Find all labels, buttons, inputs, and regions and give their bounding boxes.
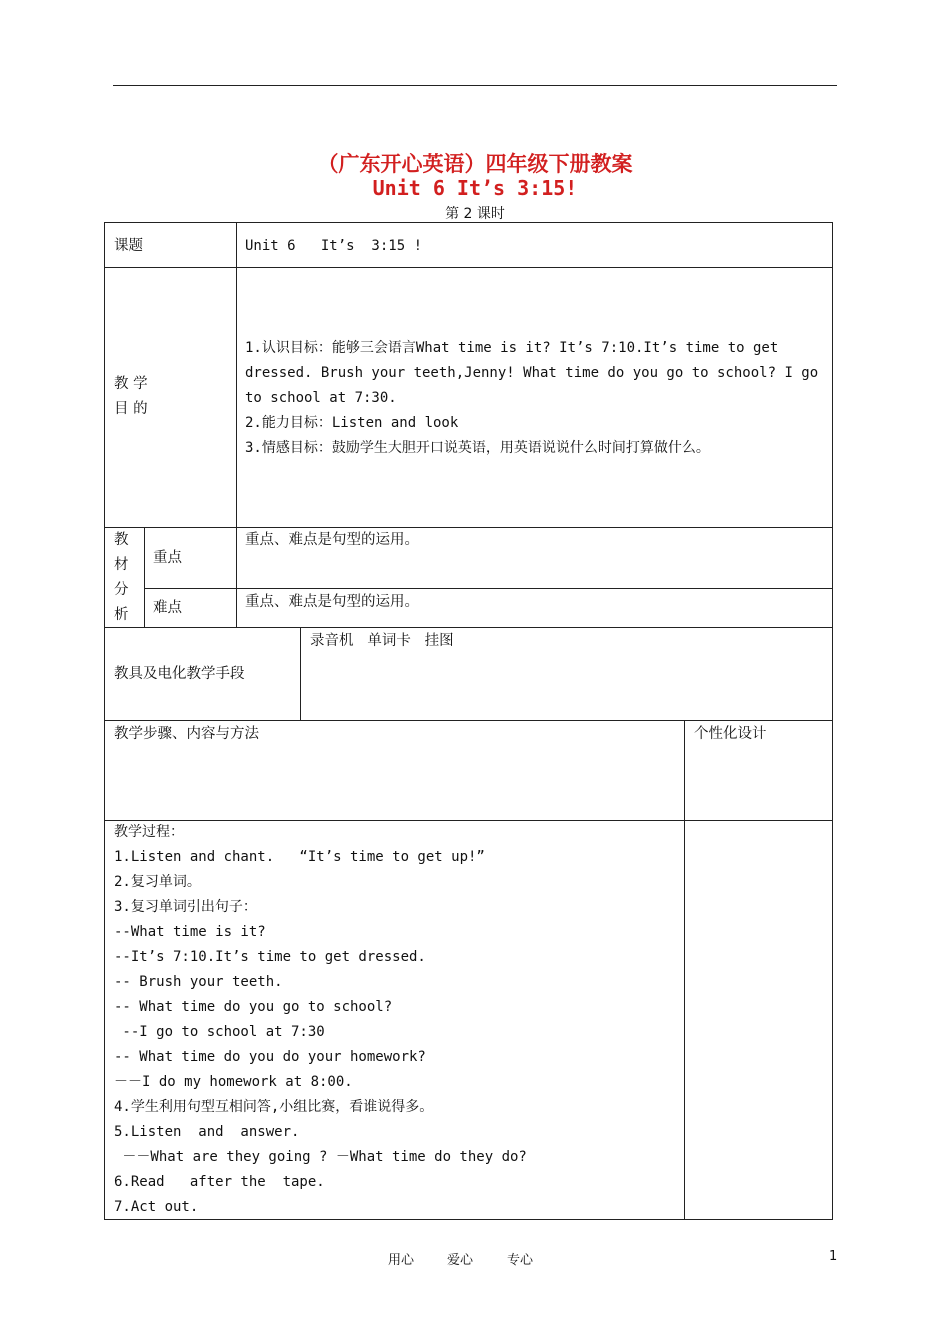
goal-line: to school at 7:30. xyxy=(245,390,397,406)
process-line: 4.学生利用句型互相问答,小组比赛，看谁说得多。 xyxy=(114,1099,434,1115)
process-line: －－What are they going ? －What time do they do? xyxy=(114,1149,527,1165)
key-value: 重点、难点是句型的运用。 xyxy=(245,532,419,548)
topic-label: 课题 xyxy=(114,238,143,254)
difficulty-label: 难点 xyxy=(153,600,182,616)
topic-value: Unit 6 It’s 3:15 ! xyxy=(245,238,423,254)
tools-value: 录音机 单词卡 挂图 xyxy=(310,633,454,649)
analysis-label-char: 析 xyxy=(114,607,129,623)
process-line: 6.Read after the tape. xyxy=(114,1174,325,1190)
steps-label: 教学步骤、内容与方法 xyxy=(114,726,259,742)
footer-motto-3: 专心 xyxy=(507,1253,534,1268)
document-title: （广东开心英语）四年级下册教案 xyxy=(317,152,633,176)
goal-line: 2.能力目标：Listen and look xyxy=(245,415,459,431)
process-line: 7.Act out. xyxy=(114,1199,199,1215)
process-line: 3.复习单词引出句子： xyxy=(114,899,257,915)
lesson-number: 第 2 课时 xyxy=(445,206,505,222)
process-line: --I go to school at 7:30 xyxy=(114,1024,325,1040)
analysis-label-char: 教 xyxy=(114,532,129,548)
analysis-label-char: 分 xyxy=(114,582,129,598)
difficulty-value: 重点、难点是句型的运用。 xyxy=(245,594,419,610)
goal-line: 1.认识目标：能够三会语言What time is it? It’s 7:10.It’s time to get xyxy=(245,340,779,356)
process-line: -- What time do you do your homework? xyxy=(114,1049,426,1065)
goal-line: dressed. Brush your teeth,Jenny! What time do you go to school? I go xyxy=(245,365,819,381)
header-rule xyxy=(113,85,837,86)
key-label: 重点 xyxy=(153,550,182,566)
process-line: --What time is it? xyxy=(114,924,266,940)
personal-label: 个性化设计 xyxy=(694,726,767,742)
goal-label-line2: 目 的 xyxy=(114,401,148,417)
process-line: 1.Listen and chant. “It’s time to get up!” xyxy=(114,849,485,865)
footer-motto-1: 用心 xyxy=(388,1253,415,1268)
process-line: 5.Listen and answer. xyxy=(114,1124,300,1140)
footer-motto-2: 爱心 xyxy=(447,1253,474,1268)
personal-design-cell xyxy=(684,820,833,1220)
unit-title: Unit 6 It’s 3:15! xyxy=(372,176,578,200)
goal-line: 3.情感目标：鼓励学生大胆开口说英语，用英语说说什么时间打算做什么。 xyxy=(245,440,710,456)
process-line: --It’s 7:10.It’s time to get dressed. xyxy=(114,949,426,965)
process-line: -- Brush your teeth. xyxy=(114,974,283,990)
analysis-label-char: 材 xyxy=(114,557,129,573)
process-line: 2.复习单词。 xyxy=(114,874,201,890)
goal-label-line1: 教 学 xyxy=(114,376,148,392)
process-line: －－I do my homework at 8:00. xyxy=(114,1074,353,1090)
tools-label: 教具及电化教学手段 xyxy=(114,666,245,682)
process-line: -- What time do you go to school? xyxy=(114,999,393,1015)
process-line: 教学过程： xyxy=(114,824,184,840)
page-number: 1 xyxy=(829,1249,838,1264)
